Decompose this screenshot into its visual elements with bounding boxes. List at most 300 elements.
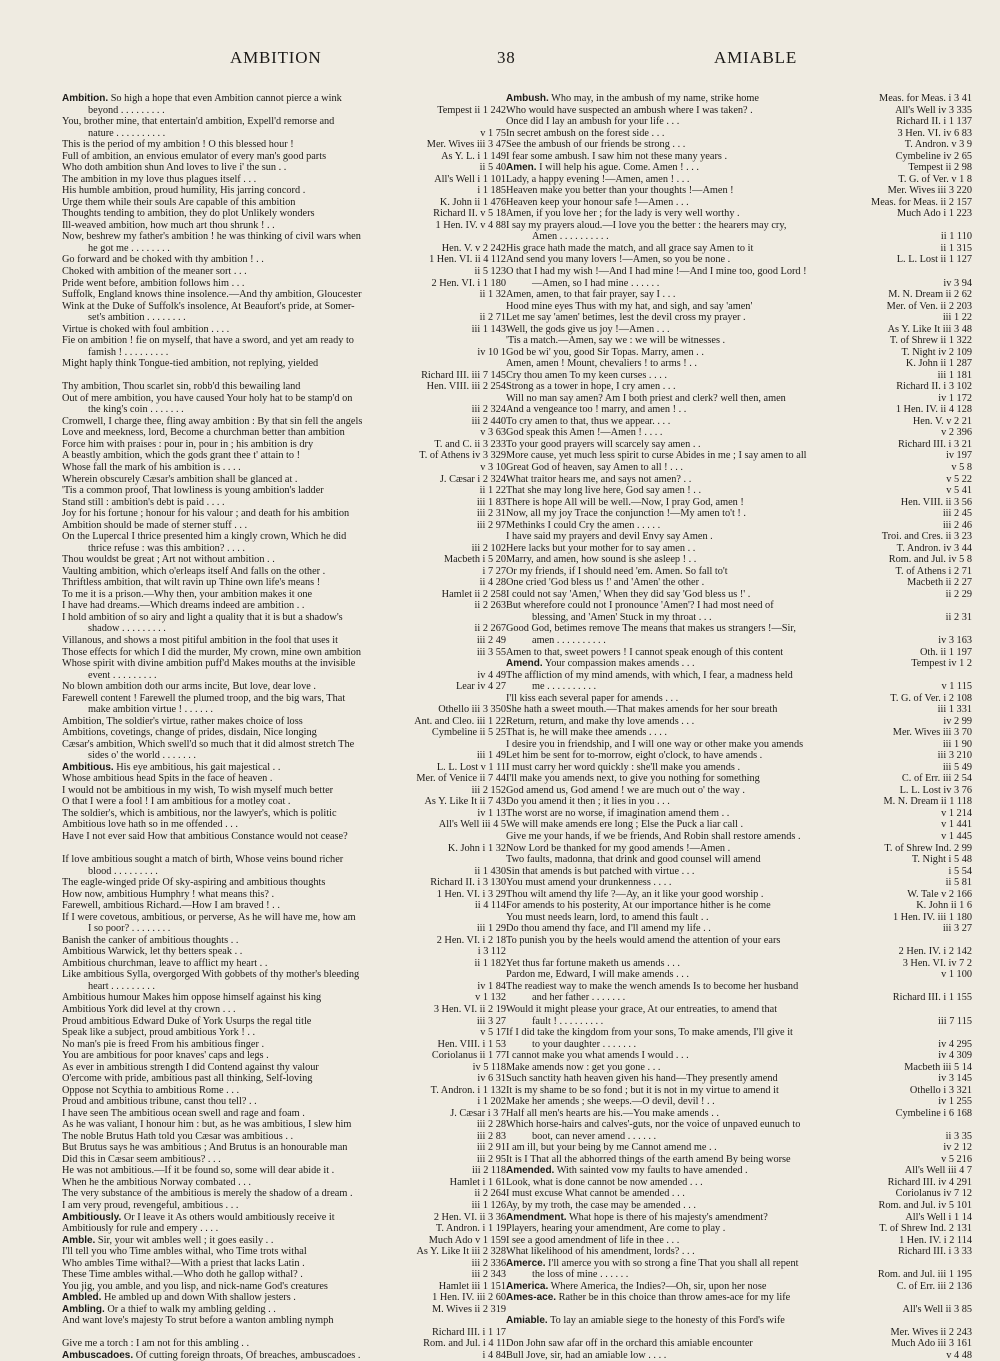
citation-reference: iii 2 83 [473,1131,506,1143]
concordance-line [506,1027,972,1039]
citation-reference: Tempest ii 2 98 [904,162,972,174]
quotation: Ambitious love hath so in me offended . . . [62,819,238,831]
quotation-text [62,1315,506,1327]
concordance-line [506,93,972,105]
citation-reference: Richard III. i 1 155 [889,992,972,1004]
quotation-text [506,750,972,762]
quotation-text [62,462,506,474]
concordance-line [506,1188,972,1200]
citation-reference: T. G. of Ver. v 1 8 [894,174,972,186]
concordance-line [62,981,506,993]
citation-reference: Hamlet iii 1 151 [435,1281,506,1293]
concordance-line [506,128,972,140]
concordance-line [62,139,506,151]
concordance-line [506,1050,972,1062]
citation-reference: iv 4 49 [473,670,506,682]
quotation: Now, all my joy Trace the conjunction !—My amen to't ! . [506,508,746,520]
concordance-line [506,347,972,359]
concordance-line [506,301,972,313]
quotation: Virtue is choked with foul ambition . . . . [62,323,230,335]
citation-reference: ii 2 263 [471,600,506,612]
citation-reference: J. Cæsar i 3 7 [446,1108,506,1120]
citation-reference: 1 Hen. IV. iii 2 60 [428,1292,506,1304]
quotation: A beastly ambition, which the gods grant thee t' attain to ! [62,450,301,462]
citation-reference: Hen. VIII. iii 2 254 [423,381,506,393]
quotation: Might haply think Tongue-tied ambition, not replying, yielded [62,358,319,370]
headword: Amen. [506,162,537,174]
quotation: Fie on ambition ! fie on myself, that have a sword, and yet am ready to [62,335,354,347]
quotation: Whose ambitious head Spits in the face of heaven . [62,773,273,785]
page-number: 38 [497,48,516,67]
quotation: Who ambles Time withal?—With a priest that lacks Latin . [62,1257,305,1269]
concordance-line [506,370,972,382]
quotation-text [62,335,506,347]
concordance-line [62,1062,506,1074]
quotation-text [506,681,972,693]
headword: Ambled. [62,1292,102,1304]
quotation: Good God, betimes remove The means that makes us strangers !—Sir, [506,623,796,635]
quotation-text [506,647,972,659]
concordance-line [506,670,972,682]
concordance-line [506,531,972,543]
headword: Ambitiously. [62,1211,122,1223]
quotation-text [506,220,972,232]
quotation: He ambled up and down With shallow jesters . [104,1292,296,1304]
concordance-line [62,1027,506,1039]
quotation: To cry amen to that, thus we appear. . . . [506,415,671,427]
concordance-line [506,623,972,635]
citation-reference: iii 2 324 [468,404,506,416]
quotation: Do thou amend thy face, and I'll amend my life . . [506,923,711,935]
quotation-text [62,923,506,935]
concordance-line [506,116,972,128]
citation-reference: Othello iii 3 350 [434,704,506,716]
quotation: I have seen The ambitious ocean swell and rage and foam . [62,1107,305,1119]
quotation-text [506,1142,972,1154]
concordance-line [506,658,972,670]
concordance-line [506,796,972,808]
quotation: The worst are no worse, if imagination amend them . . [506,807,730,819]
citation-reference: Richard II. i 3 102 [892,381,972,393]
citation-reference: iii 3 27 [939,923,972,935]
quotation: Players, hearing your amendment, Are come to play . [506,1223,726,1235]
quotation: Return, return, and make thy love amends . . . [506,715,695,727]
citation-reference: iii 2 49 [473,635,506,647]
concordance-line [62,658,506,670]
concordance-line [62,243,506,255]
concordance-line [506,762,972,774]
citation-reference: 2 Hen. VI. i 2 18 [433,935,506,947]
concordance-line [62,301,506,313]
citation-reference: Hen. VIII. ii 3 56 [897,497,972,509]
quotation: Villanous, and shows a most pitiful ambition in the fool that uses it [62,634,338,646]
concordance-line [62,600,506,612]
concordance-line [62,831,506,843]
quotation: If love ambitious sought a match of birth, Whose veins bound richer [62,854,344,866]
quotation: Where America, the Indies?—Oh, sir, upon her nose [550,1280,767,1292]
citation-reference: i 5 54 [945,866,972,878]
quotation: You must amend your drunkenness . . . . [506,877,672,889]
citation-reference: Much Ado iii 3 161 [887,1338,972,1350]
quotation: shadow . . . . . . . . . [88,623,166,635]
quotation: I'll tell you who Time ambles withal, who Time trots withal [62,1246,307,1258]
quotation: Well, the gods give us joy !—Amen . . . [506,323,670,335]
quotation: Farewell, ambitious Richard.—How I am braved ! . . [62,900,280,912]
quotation-text [62,1269,506,1281]
concordance-line [506,208,972,220]
quotation-text [62,1073,506,1085]
citation-reference: Hen. VIII. i 1 53 [434,1039,506,1051]
quotation-text [506,923,972,935]
concordance-line [506,889,972,901]
concordance-line [506,266,972,278]
quotation: blood . . . . . . . . . [88,865,158,877]
quotation-text [62,289,506,301]
quotation: I must carry her word quickly : she'll make you amends . [506,761,741,773]
concordance-line [506,185,972,197]
quotation: Whose fall the mark of his ambition is . . . . [62,462,241,473]
concordance-line [62,347,506,359]
quotation-text [62,635,506,647]
concordance-line [62,727,506,739]
quotation-text [506,462,972,474]
concordance-line [506,773,972,785]
quotation-text [62,128,506,140]
quotation-text [62,912,506,924]
concordance-line [506,1154,972,1166]
concordance-line [62,866,506,878]
quotation-text [62,497,506,509]
citation-reference: M. N. Dream ii 2 62 [884,289,972,301]
quotation-text [62,981,506,993]
citation-reference: 1 Hen. IV. iii 1 180 [889,912,972,924]
citation-reference: All's Well i 1 101 [430,174,506,186]
quotation: the king's coin . . . . . . . [88,404,184,416]
concordance-line [506,900,972,912]
quotation: Let him be sent for to-morrow, eight o'clock, to have amends . [506,750,763,762]
concordance-line [62,877,506,889]
citation-reference: v 5 17 [476,1027,506,1039]
concordance-line [506,1004,972,1016]
citation-reference: i 1 202 [473,1096,506,1108]
quotation: boot, can never amend . . . . . . [532,1130,657,1142]
concordance-line [62,324,506,336]
concordance-line [506,289,972,301]
quotation-text [62,739,506,751]
citation-reference: Hamlet i 1 61 [446,1177,506,1189]
citation-reference: v 4 48 [942,1350,972,1361]
concordance-line [506,105,972,117]
citation-reference: v 5 216 [937,1154,972,1166]
header-left-word: AMBITION [230,48,322,67]
quotation: nature . . . . . . . . . . [88,127,166,139]
quotation: Joy for his fortune ; honour for his valour ; and death for his ambition [62,508,350,520]
quotation: Force him with praises : pour in, pour in ; his ambition is dry [62,438,314,450]
concordance-line [506,220,972,232]
quotation: he got me . . . . . . . . [88,242,170,254]
citation-reference: ii 1 32 [476,289,506,301]
concordance-line [62,923,506,935]
concordance-line [506,877,972,889]
quotation-text [506,1027,972,1039]
headword: Amend. [506,658,543,670]
citation-reference: Meas. for Meas. i 3 41 [875,93,972,105]
concordance-line [62,693,506,705]
quotation: Make amends now : get you gone . . . [506,1061,661,1073]
citation-reference: iv 6 31 [473,1073,506,1085]
quotation-text [62,866,506,878]
citation-reference: Richard III. i 3 21 [894,439,972,451]
concordance-line [62,577,506,589]
concordance-line [62,543,506,555]
citation-reference: K. John ii 1 6 [912,900,972,912]
quotation: The soldier's, which is ambitious, nor the lawyer's, which is politic [62,807,337,819]
quotation: Don John saw afar off in the orchard this amiable encounter [506,1338,753,1350]
quotation-text [62,1188,506,1200]
quotation-text [506,969,972,981]
concordance-line [506,831,972,843]
quotation-text [62,427,506,439]
concordance-line [506,174,972,186]
citation-reference: iv 1 13 [473,808,506,820]
concordance-line [506,381,972,393]
quotation-text [62,404,506,416]
quotation-text [506,474,972,486]
citation-reference: i 3 112 [474,946,506,958]
citation-reference: iv 3 163 [934,635,972,647]
quotation-text [506,1154,972,1166]
quotation: I'll kiss each several paper for amends . . . [506,692,679,704]
quotation: —Amen, so I had mine . . . . . . [532,277,660,289]
quotation: sides o' the world . . . . . . . [88,750,196,762]
concordance-line [62,1246,506,1258]
quotation: To lay an amiable siege to the honesty of this Ford's wife [550,1315,785,1327]
citation-reference: iv 10 1 [473,347,506,359]
concordance-line [62,716,506,728]
citation-reference: As Y. Like It iii 2 328 [412,1246,506,1258]
citation-reference: T. of Athens i 2 71 [892,566,972,578]
quotation: Cry thou amen To my keen curses . . . . [506,369,667,381]
citation-reference: C. of Err. iii 2 136 [893,1281,972,1293]
quotation: The very substance of the ambitious is merely the shadow of a dream . [62,1188,353,1200]
quotation: His eye ambitious, his gait majestical . . [116,761,281,773]
quotation-text [62,1108,506,1120]
citation-reference: ii 3 35 [942,1131,972,1143]
citation-reference: Cymbeline iv 2 65 [892,151,972,163]
concordance-line [62,647,506,659]
concordance-line [62,1304,506,1316]
quotation: Make her amends ; she weeps.—O devil, devil ! . . [506,1096,715,1108]
quotation-text [506,1050,972,1062]
quotation-text [506,635,972,647]
concordance-line [62,889,506,901]
quotation: set's ambition . . . . . . . . [88,312,186,324]
concordance-line [506,485,972,497]
quotation: How now, ambitious Humphry ! what means this? . [62,888,275,900]
quotation: As he was valiant, I honour him : but, as he was ambitious, I slew him [62,1119,352,1131]
concordance-line [62,1119,506,1131]
concordance-line [506,566,972,578]
concordance-line [62,1073,506,1085]
quotation-text [62,1062,506,1074]
concordance-line [506,312,972,324]
concordance-line [506,727,972,739]
quotation: God speak this Amen !—Amen ! . . . . [506,427,663,439]
citation-reference: iv 2 12 [939,1142,972,1154]
concordance-line [506,393,972,405]
concordance-line [62,589,506,601]
quotation: Once did I lay an ambush for your life . . . [506,116,680,128]
concordance-line [62,404,506,416]
quotation: Or I leave it As others would ambitiously receive it [123,1211,335,1223]
concordance-line [506,912,972,924]
citation-reference: As Y. Like It ii 7 43 [420,796,506,808]
citation-reference: Mer. Wives iii 3 220 [884,185,972,197]
concordance-line [62,1177,506,1189]
quotation: Thriftless ambition, that wilt ravin up Thine own life's means ! [62,577,321,589]
citation-reference: W. Tale v 2 166 [903,889,972,901]
concordance-line [62,266,506,278]
quotation-text [62,785,506,797]
citation-reference: i 4 84 [479,1350,506,1361]
quotation: So high a hope that even Ambition cannot pierce a wink [110,93,342,104]
citation-reference: Mer. Wives iii 3 70 [889,727,972,739]
quotation: Bull Jove, sir, had an amiable low . . . . [506,1349,667,1361]
citation-reference: v 1 445 [937,831,972,843]
quotation-text [506,1292,972,1304]
concordance-line [62,1039,506,1051]
quotation-text [506,589,972,601]
quotation-text [62,1119,506,1131]
quotation: If I were covetous, ambitious, or perverse, As he will have me, how am [62,911,356,923]
citation-reference: Cymbeline i 6 168 [892,1108,972,1120]
citation-reference: Macbeth ii 2 27 [903,577,972,589]
quotation: Amen to that, sweet powers ! I cannot speak enough of this content [506,646,784,658]
quotation: Of cutting foreign throats, Of breaches, ambuscadoes . [135,1349,361,1361]
concordance-line [506,151,972,163]
citation-reference: All's Well iii 4 5 [435,819,506,831]
concordance-line [506,162,972,174]
quotation: Out of mere ambition, you have caused Your holy hat to be stamp'd on [62,392,353,404]
quotation-text [62,958,506,970]
citation-reference: ii 4 28 [476,577,506,589]
concordance-line [506,739,972,751]
concordance-line [62,900,506,912]
quotation-text [506,427,972,439]
concordance-line [506,462,972,474]
citation-reference: v 1 100 [937,969,972,981]
citation-reference: All's Well i 1 14 [901,1212,972,1224]
concordance-line [62,750,506,762]
quotation-text [62,992,506,1004]
quotation-text [62,301,506,313]
quotation: Wherein obscurely Cæsar's ambition shall be glanced at . [62,473,298,485]
citation-reference: L. L. Lost iv 3 76 [896,785,972,797]
concordance-line [506,1246,972,1258]
citation-reference: T. and C. ii 3 233 [430,439,506,451]
quotation: Amen, if you love her ; for the lady is very well worthy . [506,208,740,220]
quotation: Speak like a subject, proud ambitious York ! . . [62,1027,256,1039]
concordance-line [62,220,506,232]
citation-reference: L. L. Lost v 1 11 [433,762,506,774]
quotation-text [506,854,972,866]
concordance-line [506,1235,972,1247]
citation-reference: Othello i 3 321 [906,1085,972,1097]
citation-reference: 1 Hen. IV. i 2 114 [895,1235,972,1247]
quotation: No blown ambition doth our arms incite, But love, dear love . [62,681,316,693]
citation-reference: Richard II. i 3 130 [426,877,506,889]
concordance-line [506,1062,972,1074]
quotation: Amen, amen ! Mount, chevaliers ! to arms ! . . [506,358,698,370]
quotation-text [62,1142,506,1154]
quotation: Who doth ambition shun And loves to live i' the sun . . [62,162,287,174]
citation-reference: As Y. Like It iii 3 48 [884,324,972,336]
concordance-line [62,1154,506,1166]
quotation: Which horse-hairs and calves'-guts, nor the voice of unpaved eunuch to [506,1119,801,1131]
concordance-line [62,739,506,751]
quotation: There is hope All will be well.—Now, I pray God, amen ! [506,496,744,508]
concordance-line [62,462,506,474]
citation-reference: 3 Hen. VI. iv 6 83 [894,128,972,140]
quotation: Thou wouldst be great ; Art not without ambition . . [62,554,275,566]
concordance-line [506,1281,972,1293]
concordance-line [62,1258,506,1270]
quotation: The readiest way to make the wench amends Is to become her husband [506,980,799,992]
citation-reference: T. Andron. i 1 132 [427,1085,506,1097]
concordance-line [506,716,972,728]
quotation-text [506,831,972,843]
concordance-line [506,1350,972,1361]
quotation-text [62,358,506,370]
quotation: I could not say 'Amen,' When they did say 'God bless us !' . [506,588,751,600]
headword: Amendment. [506,1211,567,1223]
quotation-text [506,762,972,774]
headword: Amended. [506,1165,555,1177]
citation-reference: iv 3 94 [939,278,972,290]
concordance-line [506,808,972,820]
citation-reference: Hen. V. v 2 21 [909,416,972,428]
quotation: I'll make you amends next, to give you nothing for something [506,773,760,785]
quotation-text [506,866,972,878]
quotation: I hold ambition of so airy and light a quality that it is but a shadow's [62,611,343,623]
quotation: famish ! . . . . . . . . . [88,346,169,358]
citation-reference: iii 7 115 [934,1016,972,1028]
concordance-line [62,612,506,624]
quotation-text [506,819,972,831]
concordance-line [62,1281,506,1293]
concordance-line [62,681,506,693]
concordance-line [62,1327,506,1339]
concordance-line [506,1096,972,1108]
quotation-text [62,185,506,197]
concordance-line [506,439,972,451]
concordance-line [62,508,506,520]
citation-reference: ii 5 40 [476,162,506,174]
concordance-line [506,1108,972,1120]
quotation: Pardon me, Edward, I will make amends . . . [506,969,690,981]
quotation-text [62,647,506,659]
quotation: Hood mine eyes Thus with my hat, and sigh, and say 'amen' [506,300,753,312]
citation-reference: iii 1 331 [934,704,972,716]
quotation: Ambitious churchman, leave to afflict my heart . . [62,957,268,969]
concordance-line [62,773,506,785]
quotation-text [506,393,972,405]
quotation: Strong as a tower in hope, I cry amen . . . [506,381,676,393]
concordance-line [62,785,506,797]
quotation-text [506,243,972,255]
headword: Ambuscadoes. [62,1349,134,1361]
citation-reference: Rom. and Jul. i 4 11 [419,1338,506,1350]
